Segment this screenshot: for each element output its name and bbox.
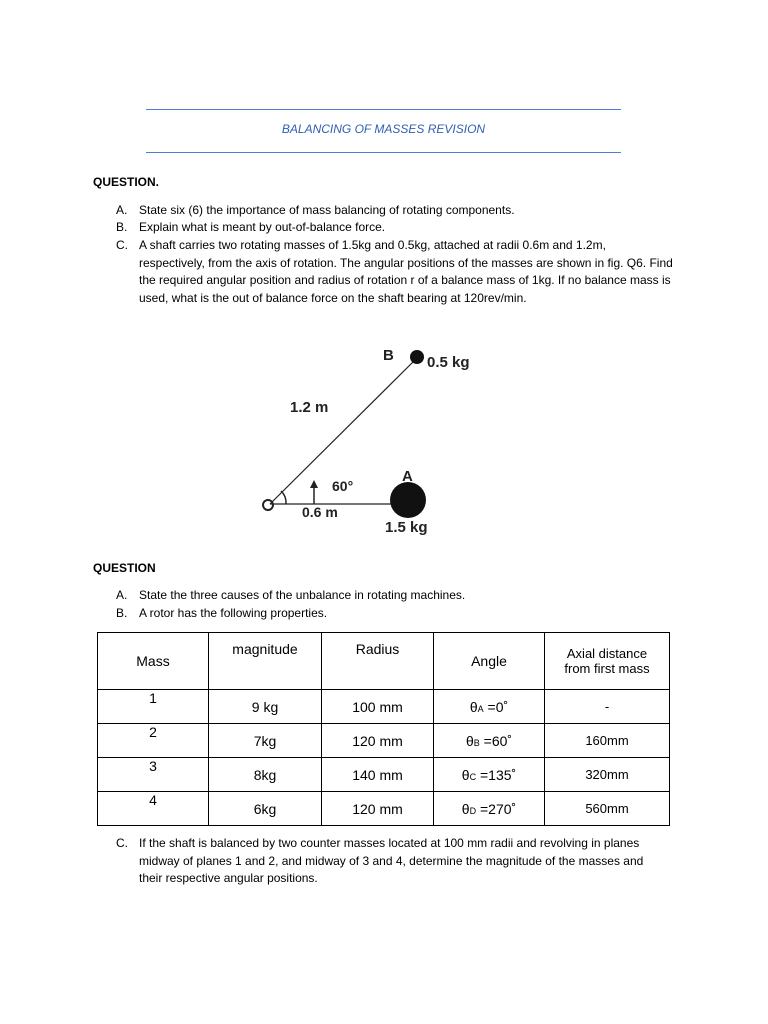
cell-axial: 320mm: [545, 758, 670, 792]
title-rule-top: [146, 109, 621, 110]
cell-axial: 560mm: [545, 792, 670, 826]
angle-label: 60°: [332, 478, 354, 494]
table-row: [98, 792, 670, 826]
cell-magnitude: 8kg: [209, 758, 322, 792]
cell-mass: 4: [98, 792, 209, 826]
label-b: B: [383, 347, 394, 364]
cell-axial: -: [545, 690, 670, 724]
theta-symbol: θ: [465, 732, 474, 749]
cell-mass: 1: [98, 690, 209, 724]
angle-subscript: B: [473, 737, 480, 748]
angle-value: =60˚: [479, 732, 513, 749]
theta-symbol: θ: [461, 800, 470, 817]
cell-radius: 100 mm: [322, 690, 434, 724]
cell-mass: 2: [98, 724, 209, 758]
mass-b-dot: [410, 350, 424, 364]
item-label: B.: [116, 606, 128, 620]
cell-radius: 120 mm: [322, 792, 434, 826]
mass-a-label: 1.5 kg: [385, 519, 428, 536]
question-2-heading: QUESTION: [93, 561, 156, 575]
label-a: A: [402, 468, 413, 485]
table-row: [98, 758, 670, 792]
cell-magnitude: 6kg: [209, 792, 322, 826]
item-text: A shaft carries two rotating masses of 1.5kg and 0.5kg, attached at radii 0.6m and 1.2m, respectively, from the axis of rotation. The angular positions of the masses are shown in fig. Q6. Find the required angular position and radius of rotation r of a balance mass of 1kg. If no balance mass is used, what is the out of balance force on the shaft bearing at 120rev/min.: [139, 238, 673, 305]
theta-symbol: θ: [469, 698, 478, 715]
question-1-heading: QUESTION.: [93, 175, 160, 189]
item-label: C.: [116, 238, 128, 252]
mass-b-label: 0.5 kg: [427, 354, 470, 371]
cell-magnitude: 7kg: [209, 724, 322, 758]
cell-angle: [434, 792, 545, 826]
cell-angle: [434, 724, 545, 758]
item-label: C.: [116, 836, 128, 850]
cell-mass: 3: [98, 758, 209, 792]
item-text: State the three causes of the unbalance in rotating machines.: [139, 588, 466, 602]
header-radius: Radius: [322, 633, 434, 690]
cell-radius: 140 mm: [322, 758, 434, 792]
item-label: A.: [116, 588, 128, 602]
rotor-properties-table: [97, 632, 670, 826]
angle-value: =0˚: [483, 698, 509, 715]
header-angle: Angle: [434, 633, 545, 690]
angle-subscript: C: [469, 771, 477, 782]
item-text: If the shaft is balanced by two counter masses located at 100 mm radii and revolving in planes midway of planes 1 and 2, and midway of 3 and 4, determine the magnitude of the masses and their respective angular positions.: [139, 836, 644, 885]
item-label: A.: [116, 203, 128, 217]
header-mass: Mass: [98, 633, 209, 690]
mass-diagram: [250, 340, 510, 540]
angle-subscript: D: [469, 805, 477, 816]
document-title: BALANCING OF MASSES REVISION: [281, 122, 486, 136]
header-axial-distance: Axial distance from first mass: [545, 633, 670, 690]
item-text: Explain what is meant by out-of-balance force.: [139, 220, 386, 234]
angle-arrowhead: [310, 480, 318, 488]
table-header-row: [98, 633, 670, 690]
angle-value: =270˚: [476, 800, 517, 817]
table-row: [98, 724, 670, 758]
header-magnitude: magnitude: [209, 633, 322, 690]
title-rule-bottom: [146, 152, 621, 153]
cell-radius: 120 mm: [322, 724, 434, 758]
item-text: A rotor has the following properties.: [139, 606, 328, 620]
cell-angle: [434, 690, 545, 724]
angle-value: =135˚: [476, 766, 517, 783]
item-text: State six (6) the importance of mass balancing of rotating components.: [139, 203, 515, 217]
mass-a-dot: [390, 482, 426, 518]
origin-circle: [263, 500, 273, 510]
table-row: [98, 690, 670, 724]
radius-b-label: 1.2 m: [290, 399, 329, 416]
radius-a-label: 0.6 m: [302, 504, 338, 520]
cell-axial: 160mm: [545, 724, 670, 758]
cell-magnitude: 9 kg: [209, 690, 322, 724]
item-label: B.: [116, 220, 128, 234]
mass-diagram-figure: [250, 340, 510, 540]
cell-angle: [434, 758, 545, 792]
theta-symbol: θ: [461, 766, 470, 783]
angle-subscript: A: [477, 703, 484, 714]
